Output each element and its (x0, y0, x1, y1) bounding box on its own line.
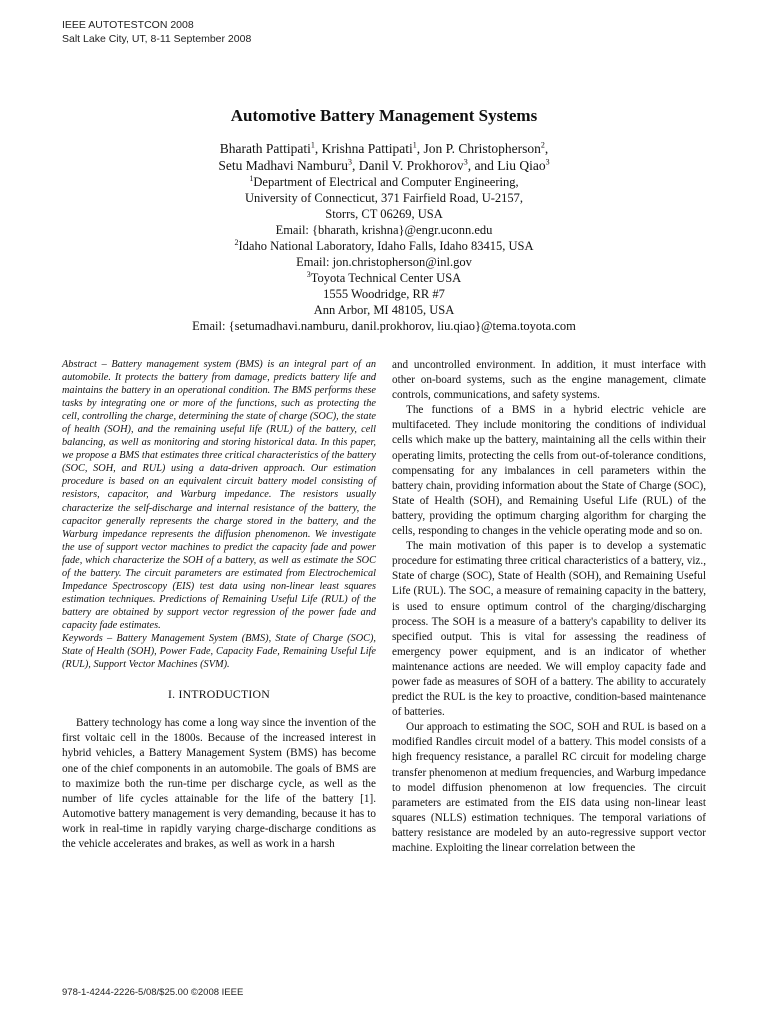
affiliation-1-city: Storrs, CT 06269, USA (325, 207, 443, 221)
conference-header (62, 18, 251, 46)
intro-paragraph-4: Our approach to estimating the SOC, SOH and RUL is based on a modified Randles circuit model of a battery. This model consists of a high frequency resistance, a parallel RC circuit for modeling charge transfer phenomenon at medium frequencies, and Warburg impedance to model diffusion phenomenon at low frequencies. The circuit parameters are estimated from the EIS data using non-linear least squares (NLLS) estimation techniques. The temporal variations of battery resistance are modeled by an auto-regressive support vector machine. Exploiting the linear correlation between the (392, 721, 706, 854)
affiliation-2-email: Email: jon.christopherson@inl.gov (296, 255, 472, 269)
author-block (0, 140, 768, 334)
affiliation-3-address: 1555 Woodridge, RR #7 (323, 287, 445, 301)
affiliation-1-address: University of Connecticut, 371 Fairfield Road, U-2157, (244, 191, 524, 205)
affiliation-2: $^2$Idaho National Laboratory, Idaho Falls, Idaho 83415, USA (234, 237, 534, 253)
abstract (62, 358, 376, 632)
section-heading-introduction: I. INTRODUCTION (168, 687, 270, 702)
intro-paragraph-1: Battery technology has come a long way since the invention of the first voltaic cell in the 1800s. Because of the increased interest in hybrid vehicles, a Battery Management System (BMS) has become one of the chief components in an automobile. The goals of BMS are to maximize both the run-time per discharge cycle, as well as the number of life cycles attainable for the life of the battery [1]. Automotive battery management is very demanding, because it has to work in real-time in rapidly varying charge-discharge conditions as the vehicle accelerates and brakes, as well as work in a harsh (62, 717, 376, 850)
intro-paragraph-continued: and uncontrolled environment. In addition, it must interface with other on-board systems, such as the engine management, climate controls, communications, and safety systems. (392, 359, 706, 402)
copyright-footer: 978-1-4244-2226-5/08/$25.00 ©2008 IEEE (62, 987, 244, 998)
affiliation-3: $^3$Toyota Technical Center USA (306, 269, 462, 285)
abstract-text: Abstract – Battery management system (BMS) is an integral part of an automobile. It protects the battery from damage, predicts battery life and maintains the battery in an operational condition. The BMS performs these tasks by integrating one or more of the functions, such as protecting the cell, controlling the charge, determining the state of charge (SOC), the state of health (SOH), and the remaining useful life (RUL) of the battery, cell balancing, as well as monitoring and storing historical data. In this paper, we propose a BMS that estimates three critical characteristics of the battery (SOC, SOH, and RUL) using a data-driven approach. Our estimation procedure is based on an equivalent circuit battery model consisting of resistors, capacitor, and Warburg impedance. The resistors usually characterize the self-discharge and internal resistance of the battery, the capacitor generally represents the charge stored in the battery, and the Warburg impedance represents the diffusion phenomenon. We investigate the use of support vector machines to predict the capacity fade and power fade, which characterize the SOH of a battery, as well as estimate the SOC of the battery. The circuit parameters are estimated from Electrochemical Impedance Spectroscopy (EIS) test data using non-linear least squares estimation techniques. Predictions of Remaining Useful Life (RUL) of the battery are obtained by support vector regression of the power fade and capacity fade estimates. (62, 359, 376, 631)
intro-paragraph-2: The functions of a BMS in a hybrid electric vehicle are multifaceted. They include monitoring the conditions of individual cells which make up the battery, maintaining all the cells within their operating limits, protecting the cells from out-of-tolerance conditions, compensating for any imbalances in cell parameters within the battery chain, providing information about the State of Charge (SOC), State of Health (SOH), and Remaining Useful Life (RUL) of the battery, providing the optimum charging algorithm for charging the cells, responding to changes in the vehicle operating mode and so on. (392, 404, 706, 538)
affiliation-3-city: Ann Arbor, MI 48105, USA (313, 303, 455, 317)
left-column (62, 358, 376, 852)
author-line-2: Setu Madhavi Namburu$^3$, Danil V. Prokhorov$^3$, and Liu Qiao$^3$ (218, 157, 550, 173)
conference-location: Salt Lake City, UT, 8-11 September 2008 (62, 33, 252, 45)
keywords: Keywords – Battery Management System (BMS), State of Charge (SOC), State of Health (SOH), Power Fade, Capacity Fade, Remaining Useful Life (RUL), Support Vector Machines (SVM). (62, 632, 376, 671)
affiliation-1-email: Email: {bharath, krishna}@engr.uconn.edu (275, 223, 493, 237)
affiliation-3-email: Email: {setumadhavi.namburu, danil.prokhorov, liu.qiao}@tema.toyota.com (192, 319, 576, 333)
conference-name: IEEE AUTOTESTCON 2008 (62, 19, 194, 31)
paper-title: Automotive Battery Management Systems (230, 106, 538, 125)
author-line-1: Bharath Pattipati$^1$, Krishna Pattipati$^1$, Jon P. Christopherson$^2$, (219, 140, 549, 156)
intro-paragraph-3: The main motivation of this paper is to develop a systematic procedure for estimating three critical characteristics of a battery, viz., State of charge (SOC), State of Health (SOH), and Remaining Useful Life (RUL). The SOC, a measure of remaining capacity in the battery, is used to ensure optimum control of the charging/discharging process. The SOH is a measure of a battery's capability to deliver its specified output. This is vital for assessing the readiness of emergency power equipment, and is an indicator of whether maintenance actions are needed. We will employ capacity fade and power fade as measures of SOH of a battery. The ability to accurately predict the RUL is the key to proactive, condition-based maintenance of batteries. (392, 540, 706, 719)
right-column (392, 358, 706, 856)
affiliation-1: $^1$Department of Electrical and Computer Engineering, (249, 173, 519, 189)
